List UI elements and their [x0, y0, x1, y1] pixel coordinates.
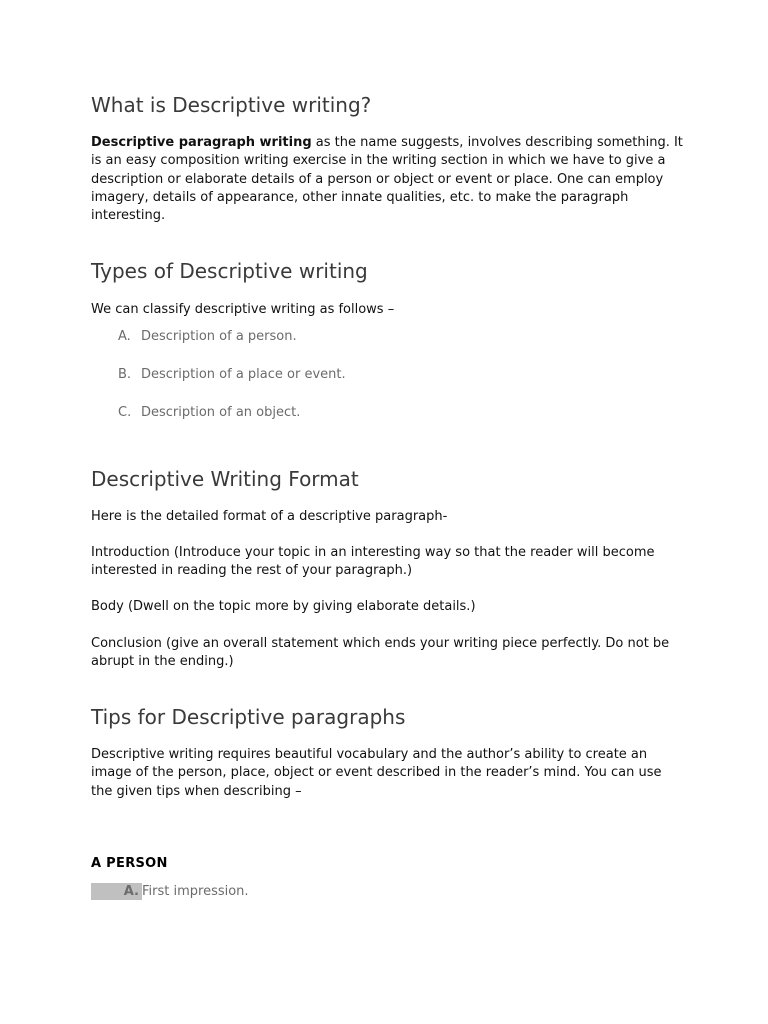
list-item-text: Description of a person. [141, 329, 297, 344]
heading-types: Types of Descriptive writing [91, 259, 368, 283]
list-marker: A. [118, 329, 131, 344]
lead-rest: as the name suggests, involves describing something. It is an easy composition writing exercise in the writing section in which we have to give a description or elaborate details of a person or object or event or place. One can employ imagery, details of appearance, other innate qualities, etc. to make the paragraph interesting. [91, 135, 683, 224]
paragraph-tips-intro: Descriptive writing requires beautiful vocabulary and the author’s ability to create an image of the person, place, object or event described in the reader’s mind. You can use the given tips when describing – [91, 747, 662, 799]
paragraph-types-intro: We can classify descriptive writing as follows – [91, 302, 395, 317]
list-item [118, 404, 300, 422]
list-item-text: First impression. [142, 884, 249, 899]
paragraph-format-intro: Here is the detailed format of a descriptive paragraph- [91, 509, 448, 524]
paragraph-format-introduction: Introduction (Introduce your topic in an interesting way so that the reader will become interested in reading the rest of your paragraph.) [91, 545, 655, 579]
paragraph-format-body: Body (Dwell on the topic more by giving elaborate details.) [91, 599, 476, 614]
subheading-a-person: A PERSON [91, 856, 168, 871]
list-item-text: Description of a place or event. [141, 367, 346, 382]
paragraph-format-conclusion: Conclusion (give an overall statement which ends your writing piece perfectly. Do not be abrupt in the ending.) [91, 636, 670, 670]
list-marker: B. [118, 367, 132, 382]
paragraph-what-is [91, 134, 683, 225]
list-marker: C. [118, 405, 132, 420]
list-item [118, 328, 297, 346]
list-item [118, 366, 346, 384]
list-item [91, 883, 249, 900]
list-item-text: Description of an object. [141, 405, 301, 420]
heading-what-is: What is Descriptive writing? [91, 93, 372, 117]
bold-lead: Descriptive paragraph writing [91, 135, 312, 150]
heading-format: Descriptive Writing Format [91, 467, 359, 491]
list-marker: A. [91, 883, 142, 900]
heading-tips: Tips for Descriptive paragraphs [91, 705, 406, 729]
